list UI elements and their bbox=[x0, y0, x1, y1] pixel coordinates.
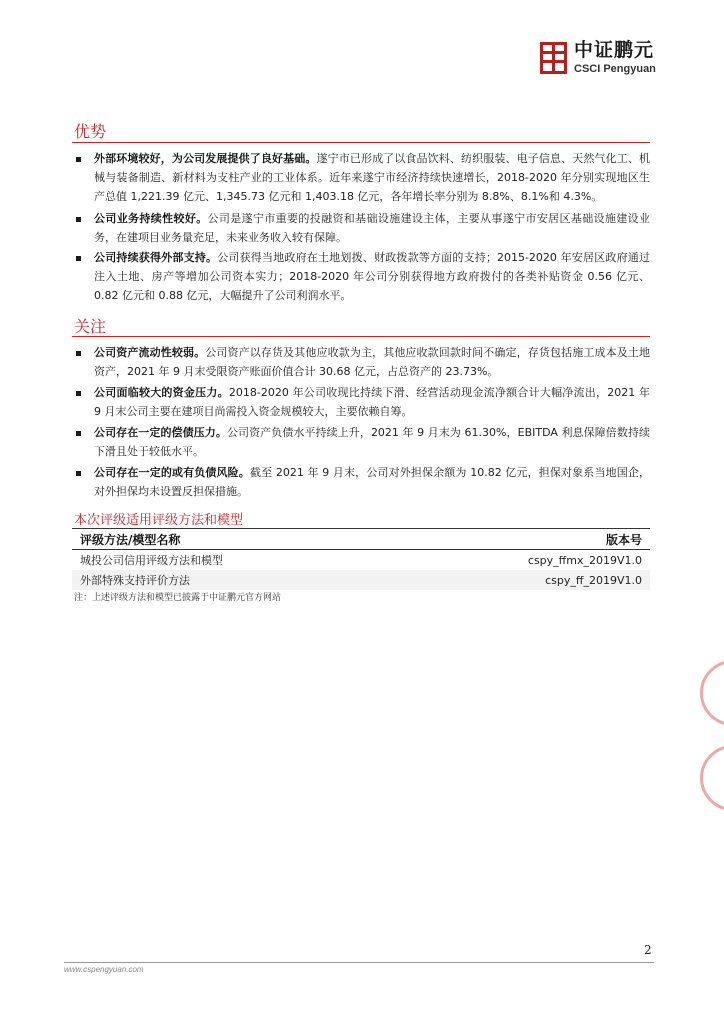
version-cell: cspy_ff_2019V1.0 bbox=[390, 570, 650, 590]
table-note: 注：上述评级方法和模型已披露于中证鹏元官方网站 bbox=[74, 593, 282, 603]
column-header-method: 评级方法/模型名称 bbox=[72, 529, 390, 550]
company-logo bbox=[540, 40, 656, 76]
concern-item-2: 公司面临较大的资金压力。2018-2020 年公司收现比持续下滑、经营活动现金流净额合计大幅净流出，2021 年 9 月末公司主要在建项目尚需投入资金规模较大，主要依赖自筹。 bbox=[94, 386, 650, 418]
concern-item-3: 公司存在一定的偿债压力。公司资产负债水平持续上升，2021 年 9 月末为 61.30%，EBITDA 利息保障倍数持续下滑且处于较低水平。 bbox=[94, 426, 651, 458]
table-row bbox=[72, 570, 650, 590]
table-row bbox=[72, 550, 650, 571]
concerns-heading: 关注 bbox=[74, 317, 107, 336]
column-header-version: 版本号 bbox=[390, 529, 650, 550]
bullet-icon bbox=[76, 256, 81, 261]
version-cell: cspy_ffmx_2019V1.0 bbox=[390, 550, 650, 571]
footer-divider bbox=[64, 962, 654, 963]
concern-item-1: 公司资产流动性较弱。公司资产以存货及其他应收款为主，其他应收款回款时间不确定，存货包括施工成本及土地资产，2021 年 9 月末受限资产账面价值合计 30.68 亿元，占总资产的 23.73%。 bbox=[94, 346, 651, 378]
logo-chinese-name: 中证鹏元 bbox=[574, 39, 655, 61]
bullet-icon bbox=[76, 351, 81, 356]
logo-seal-icon bbox=[540, 42, 567, 74]
concerns-rule bbox=[72, 336, 650, 337]
seal-stamp-icon bbox=[700, 660, 724, 726]
strengths-heading: 优势 bbox=[74, 122, 107, 141]
bullet-icon bbox=[76, 391, 81, 396]
bullet-icon bbox=[76, 157, 81, 162]
strengths-rule bbox=[72, 142, 650, 143]
bullet-icon bbox=[76, 217, 81, 222]
bullet-icon bbox=[76, 431, 81, 436]
logo-english-name: CSCI Pengyuan bbox=[574, 63, 656, 75]
method-name-cell: 外部特殊支持评价方法 bbox=[72, 570, 390, 590]
method-table bbox=[72, 528, 650, 590]
bullet-icon bbox=[76, 471, 81, 476]
footer-website: www.cspengyuan.com bbox=[64, 965, 144, 974]
strength-item-1: 外部环境较好，为公司发展提供了良好基础。遂宁市已形成了以食品饮料、纺织服装、电子信息、天然气化工、机械与装备制造、新材料为支柱产业的工业体系。近年来遂宁市经济持续快速增长，2018-2020 年分别实现地区生产总值 1,221.39 亿元、1,345.73 亿元和 1,403.18 亿元，各年增长率分别为 8.8%、8.1%和 4.3%。 bbox=[94, 152, 651, 203]
method-table-title: 本次评级适用评级方法和模型 bbox=[74, 513, 244, 528]
method-name-cell: 城投公司信用评级方法和模型 bbox=[72, 550, 390, 571]
concern-item-4: 公司存在一定的或有负债风险。截至 2021 年 9 月末，公司对外担保余额为 10.82 亿元，担保对象系当地国企，对外担保均未设置反担保措施。 bbox=[94, 466, 650, 498]
strength-item-3: 公司持续获得外部支持。公司获得当地政府在土地划拨、财政拨款等方面的支持；2015-2020 年安居区政府通过注入土地、房产等增加公司资本实力；2018-2020 年公司分别获得地方政府拨付的各类补贴资金 0.56 亿元、0.82 亿元和 0.88 亿元，大幅提升了公司利润水平。 bbox=[94, 251, 650, 302]
strength-item-2: 公司业务持续性较好。公司是遂宁市重要的投融资和基础设施建设主体，主要从事遂宁市安居区基础设施建设业务，在建项目业务量充足，未来业务收入较有保障。 bbox=[94, 212, 651, 244]
seal-stamp-icon bbox=[700, 745, 724, 811]
page-number: 2 bbox=[644, 943, 652, 957]
